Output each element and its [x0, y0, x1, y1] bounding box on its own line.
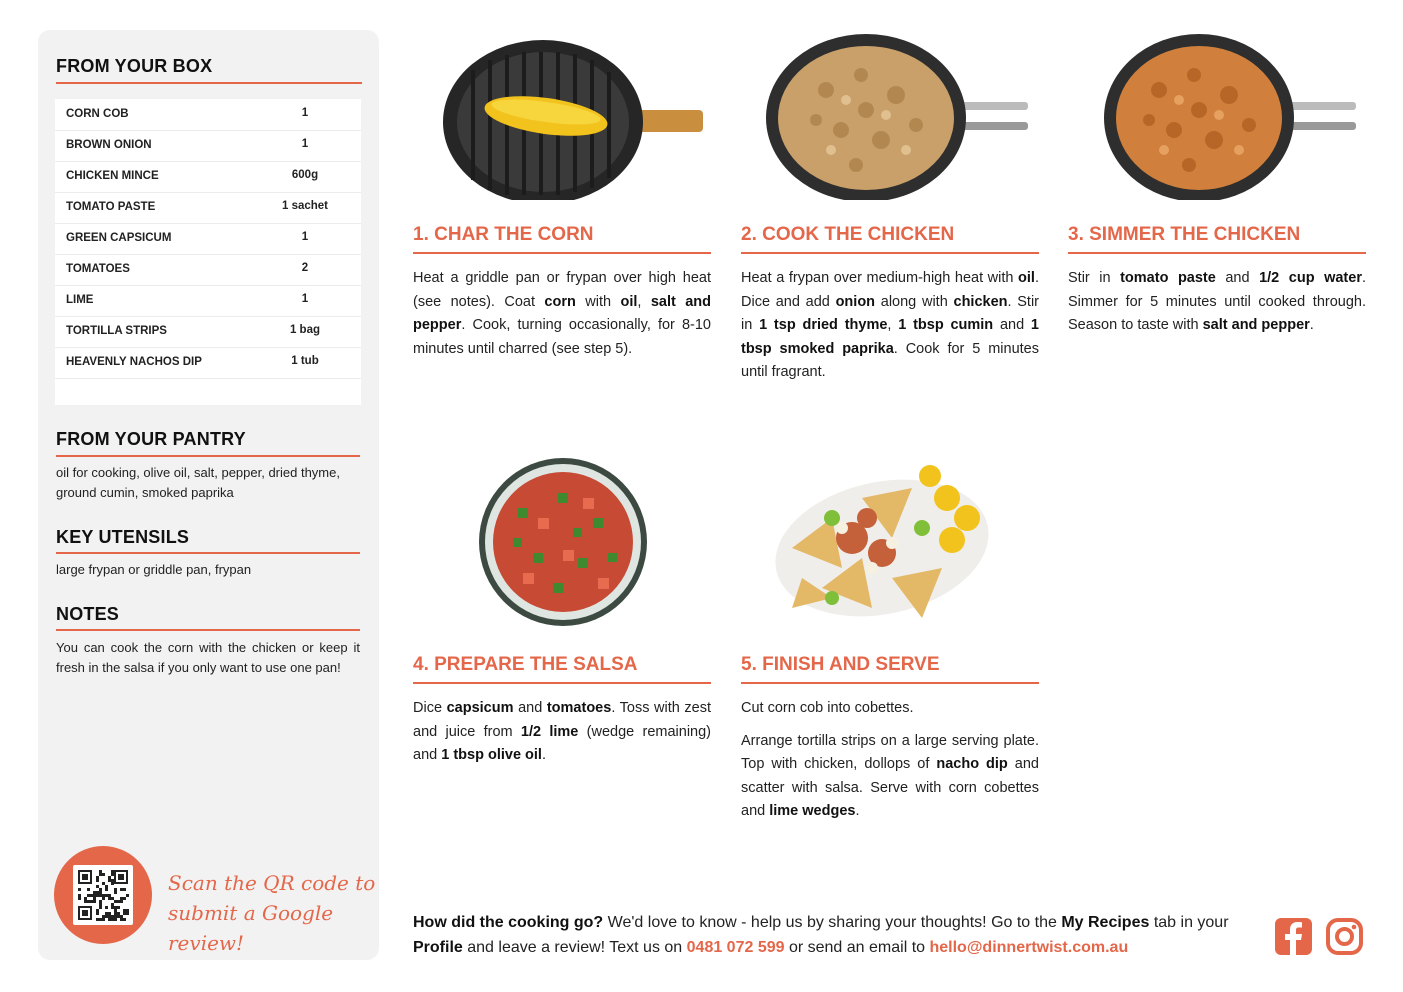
key-utensils-heading: KEY UTENSILS [56, 527, 190, 547]
cooked-chicken-pan-photo [766, 30, 1032, 200]
nachos-platter-photo [772, 458, 1000, 630]
ingredient-row [55, 223, 361, 255]
bold-ingredient: 1/2 cup water [1259, 270, 1362, 286]
bold-ingredient: capsicum [446, 700, 514, 716]
step-paragraph [413, 267, 711, 361]
step-3-body [1068, 267, 1366, 338]
qr-line-2: submit a Google review! [168, 901, 334, 955]
step-text: and scatter with salsa. Serve with corn cobettes and [741, 756, 1039, 819]
ingredient-name: GREEN CAPSICUM [66, 232, 172, 244]
bold-ingredient: 1 tsp dried thyme [759, 317, 888, 333]
step-text: . Dice and add [741, 270, 1039, 310]
step-4-body [413, 697, 711, 768]
utensils-text: large frypan or griddle pan, frypan [56, 562, 252, 577]
bold-ingredient: lime wedges [769, 803, 856, 819]
simmered-chicken-pan-photo [1104, 30, 1360, 200]
bold-ingredient: tomato paste [1120, 270, 1216, 286]
ingredient-row [55, 285, 361, 317]
step-5-body [741, 697, 1039, 824]
qr-review-prompt [168, 868, 379, 958]
pantry-text: oil for cooking, olive oil, salt, pepper, dried thyme, ground cumin, smoked paprika [56, 465, 340, 500]
bold-ingredient: nacho dip [936, 756, 1008, 772]
ingredient-name: HEAVENLY NACHOS DIP [66, 356, 202, 368]
step-text: . Toss with zest and juice from [413, 700, 711, 740]
step-4-title: 4. PREPARE THE SALSA [413, 654, 638, 675]
ingredient-qty: 1 [301, 293, 309, 305]
step-4-rule [413, 682, 711, 684]
email-link[interactable]: hello@dinnertwist.com.au [929, 939, 1129, 956]
ingredients-table [55, 99, 361, 405]
bold-ingredient: 1 tbsp cumin [898, 317, 994, 333]
ingredient-row [55, 161, 361, 193]
ingredient-row [55, 316, 361, 348]
step-text: along with [875, 293, 954, 310]
step-3-rule [1068, 252, 1366, 254]
step-2-title: 2. COOK THE CHICKEN [741, 224, 955, 245]
feedback-question: How did the cooking go? [413, 914, 604, 931]
ingredient-name: TORTILLA STRIPS [66, 325, 167, 337]
ingredient-row [55, 254, 361, 286]
step-text: Dice [413, 700, 447, 716]
ingredient-qty: 1 [301, 231, 309, 243]
profile-label: Profile [413, 939, 463, 956]
step-text: . Simmer for 5 minutes until cooked through. Season to taste with [1068, 270, 1366, 333]
qr-badge [54, 846, 152, 944]
ingredient-name: TOMATO PASTE [66, 201, 156, 213]
bold-ingredient: corn [544, 293, 576, 310]
step-text: . Cook for 5 minutes until fragrant. [741, 340, 1039, 380]
step-1-body [413, 267, 711, 361]
step-text: . [1309, 317, 1314, 333]
ingredient-qty: 1 [301, 138, 309, 150]
step-text: Arrange tortilla strips on a large serving plate. Top with chicken, dollops of [741, 732, 1039, 772]
heading-rule [56, 629, 360, 631]
phone-link[interactable]: 0481 072 599 [686, 939, 785, 956]
ingredient-name: CHICKEN MINCE [66, 170, 159, 182]
ingredient-qty: 2 [301, 262, 309, 274]
bold-ingredient: tomatoes [546, 700, 612, 716]
ingredient-qty: 1 [301, 107, 309, 119]
feedback-text-3: and leave a review! Text us on [462, 939, 687, 956]
step-text: and [993, 317, 1031, 333]
ingredient-row [55, 347, 361, 379]
step-5-rule [741, 682, 1039, 684]
heading-rule [56, 82, 362, 84]
step-text: , [887, 317, 899, 333]
notes-text: You can cook the corn with the chicken or keep it fresh in the salsa if you only want to use one pan! [56, 640, 360, 675]
griddle-corn-photo [438, 30, 704, 200]
feedback-text-2: tab in your [1149, 914, 1229, 931]
bold-ingredient: 1/2 lime [520, 723, 579, 740]
bold-ingredient: oil [1018, 270, 1035, 286]
ingredient-name: CORN COB [66, 108, 129, 120]
step-1-rule [413, 252, 711, 254]
qr-line-1: Scan the QR code to [168, 871, 376, 895]
ingredient-qty: 600g [291, 169, 319, 181]
step-2-body [741, 267, 1039, 385]
step-text: with [575, 293, 621, 310]
step-text: . Cook, turning occasionally, for 8-10 minutes until charred (see step 5). [413, 317, 711, 357]
ingredients-sidebar [38, 30, 379, 960]
step-paragraph [741, 267, 1039, 385]
step-5-title: 5. FINISH AND SERVE [741, 654, 940, 675]
ingredient-qty: 1 bag [289, 324, 321, 336]
step-paragraph [1068, 267, 1366, 338]
step-text: Stir in [1068, 270, 1121, 286]
instagram-icon[interactable] [1326, 918, 1363, 955]
ingredient-name: TOMATOES [66, 263, 130, 275]
bold-ingredient: 1 tbsp olive oil [441, 747, 542, 763]
bold-ingredient: onion [835, 293, 876, 310]
bold-ingredient: chicken [953, 293, 1008, 310]
step-2-rule [741, 252, 1039, 254]
step-text: . Stir in [741, 293, 1040, 333]
ingredient-name: LIME [66, 294, 94, 306]
qr-code-icon[interactable] [73, 865, 133, 925]
step-3-title: 3. SIMMER THE CHICKEN [1068, 224, 1301, 245]
feedback-text-1: We'd love to know - help us by sharing your thoughts! Go to the [603, 914, 1062, 931]
step-paragraph [741, 730, 1039, 824]
feedback-text-4: or send an email to [784, 939, 930, 956]
facebook-icon[interactable] [1275, 918, 1312, 955]
from-your-box-heading: FROM YOUR BOX [56, 56, 213, 76]
step-text: Heat a griddle pan or frypan over high heat (see notes). Coat [413, 270, 711, 310]
from-your-pantry-heading: FROM YOUR PANTRY [56, 429, 246, 449]
bold-ingredient: 1 tbsp smoked paprika [741, 317, 1039, 357]
salsa-bowl-photo [478, 458, 648, 628]
ingredient-row [55, 192, 361, 224]
bold-ingredient: salt and pepper [413, 293, 712, 333]
my-recipes-label: My Recipes [1061, 914, 1150, 931]
ingredient-qty: 1 sachet [281, 200, 329, 212]
step-text: Heat a frypan over medium-high heat with [741, 270, 1019, 286]
step-text: Cut corn cob into cobettes. [741, 700, 914, 716]
notes-heading: NOTES [56, 604, 120, 624]
bold-ingredient: salt and pepper [1202, 317, 1310, 333]
step-text: and [513, 700, 547, 716]
step-text: , [637, 293, 651, 310]
ingredient-row [55, 130, 361, 162]
step-text: and [1215, 270, 1260, 286]
feedback-footer [413, 910, 1263, 960]
step-paragraph [741, 697, 1039, 721]
heading-rule [56, 552, 360, 554]
ingredient-row [55, 99, 361, 131]
ingredient-qty: 1 tub [291, 355, 319, 367]
step-paragraph [413, 697, 711, 768]
step-text: . [855, 803, 860, 819]
ingredient-name: BROWN ONION [66, 139, 152, 151]
bold-ingredient: oil [620, 293, 638, 310]
step-1-title: 1. CHAR THE CORN [413, 224, 594, 245]
step-text: . [541, 747, 546, 763]
step-text: (wedge remaining) and [413, 723, 711, 763]
heading-rule [56, 455, 360, 457]
